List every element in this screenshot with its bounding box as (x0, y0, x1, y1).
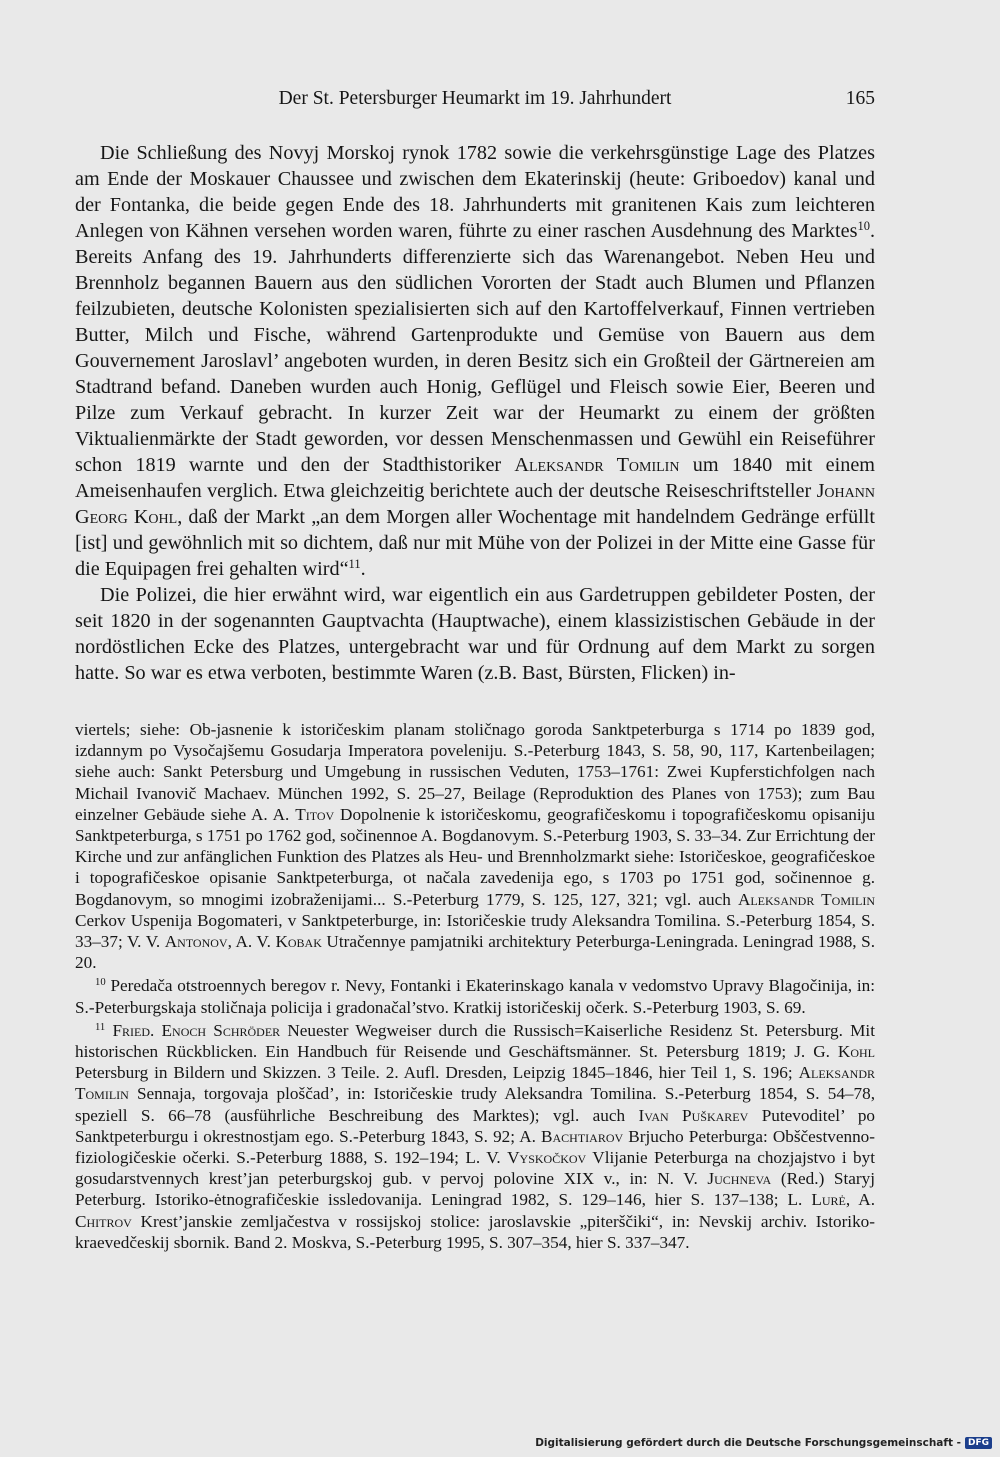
text-run: Utračennye pamjatniki architektury Peterburga-Leningrada. Leningrad 1988, S. 20. (75, 932, 875, 973)
author-name: Aleksandr Tomilin (737, 889, 875, 909)
text-run: Die Schließung des Novyj Morskoj rynok 1782 sowie die verkehrsgünstige Lage des Platzes am Ende der Moskauer Chaussee und zwischen dem Ekaterinskij (heute: Griboedov) kanal und der Fontanka, die beide gegen Ende des 18. Jahrhunderts mit granitenen Kais zum leichteren Anlegen von Kähnen versehen worden waren, führte zu einer raschen Ausdehnung des Marktes (75, 142, 875, 242)
text-run: , daß der Markt „an dem Morgen aller Wochentage mit handelndem Gedränge erfüllt [ist] und gewöhnlich mit so dichtem, daß nur mit Mühe von der Polizei in der Mitte eine Gasse für die Equipagen frei gehalten wird“ (75, 506, 875, 580)
text-run: viertels; siehe: Ob-jasnenie k istoričeskim planam stoličnago goroda Sanktpeterburga s 1714 po 1839 god, izdannym po Vysočajšemu Gosudarja Imperatora poveleniju. S.-Peterburg 1843, S. 58, 90, 117, Kartenbeilagen; siehe auch: Sankt Petersburg und Umgebung in russischen Veduten, 1753–1761: Zwei Kupferstichfolgen nach Michail Ivanovič Machaev. München 1992, S. 25–27, Beilage (Reproduktion des Planes von 1753); zum Bau einzelner Gebäude siehe A. A. (75, 720, 875, 824)
footnote-continuation (75, 719, 875, 973)
footnote-number: 10 (95, 977, 106, 989)
footnote-11 (75, 1020, 875, 1253)
author-name: Juchneva (707, 1169, 772, 1189)
text-run: Putevoditel’ po Sanktpeterburgu i okrestnostjam ego. S.-Peterburg 1843, S. 92; A. (75, 1105, 876, 1146)
text-run: Neuester Wegweiser durch die Russisch=Kaiserliche Residenz St. Petersburg. Mit historischen Rückblicken. Ein Handbuch für Reisende und Geschäftsmänner. St. Petersburg 1819; J. G. (75, 1020, 875, 1062)
author-name: Bachtiarov (541, 1126, 624, 1146)
text-run: , A. V. (227, 932, 276, 952)
footnote-ref-11: 11 (348, 557, 361, 572)
paragraph-1 (75, 140, 875, 582)
text-run: Peredača otstroennych beregov r. Nevy, Fontanki i Ekaterinskago kanala v vedomstvo Upravy Blagočinija, in: S.-Peterburgskaja stoličnaja policija i gradonačal’stvo. Kratkij istoričeskij očerk. S.-Peterburg 1903, S. 69. (75, 976, 875, 1017)
author-name: Kobak (275, 932, 322, 952)
text-run: . (360, 558, 366, 580)
running-title: Der St. Petersburger Heumarkt im 19. Jahrhundert (278, 88, 672, 109)
footnote-ref-10: 10 (857, 219, 870, 234)
text-run: Brjucho Peterburga: Obščestvenno-fiziologičeskie očerki. S.-Peterburg 1888, S. 192–194; L. V. (75, 1126, 875, 1168)
main-text (75, 140, 875, 686)
text-run: Dopolnenie k istoričeskomu, geografičeskomu i topografičeskomu opisaniju Sanktpeterburga, s 1751 po 1762 god, sočinennoe A. Bogdanovym. S.-Peterburg 1903, S. 33–34. Zur Errichtung der Kirche und zur anfänglichen Funktion des Platzes als Heu- und Brennholzmarkt siehe: Istoričeskoe, geografičeskoe i topografičeskoe opisanie Sanktpeterburga, ot načala zavedenija ego, s 1703 po 1751 god, sočinennoe g. Bogdanovym, so mnogimi izobraženijami... S.-Peterburg 1779, S. 125, 127, 321; vgl. auch (75, 804, 875, 909)
author-name: Titov (295, 804, 335, 824)
author-name: Aleksandr Tomilin (514, 454, 680, 476)
footnote-10 (75, 975, 875, 1017)
text-run: Petersburg in Bildern und Skizzen. 3 Teile. 2. Aufl. Dresden, Leipzig 1845–1846, hier Teil 1, S. 196; (75, 1063, 799, 1083)
author-name: Fried. Enoch Schröder (112, 1020, 281, 1040)
text-run: . Bereits Anfang des 19. Jahrhunderts differenzierte sich das Warenangebot. Neben Heu und Brennholz begannen Bauern aus den südlichen Vororten der Stadt auch Blumen und Pflanzen feilzubieten, deutsche Kolonisten spezialisierten sich auf den Kartoffelverkauf, Finnen vertrieben Butter, Milch und Fische, während Gartenprodukte und Gemüse von Bauern aus dem Gouvernement Jaroslavl’ angeboten wurden, in deren Besitz sich ein Großteil der Gärtnereien am Stadtrand befand. Daneben wurden auch Honig, Geflügel und Fleisch sowie Eier, Beeren und Pilze zum Verkauf gebracht. In kurzer Zeit war der Heumarkt zu einem der größten Viktualienmärkte der Stadt geworden, vor dessen Menschenmassen und Gewühl ein Reiseführer schon 1819 warnte und den der Stadthistoriker (75, 220, 875, 476)
paragraph-2: Die Polizei, die hier erwähnt wird, war eigentlich ein aus Gardetruppen gebildeter Posten, der seit 1820 in der sogenannten Gauptvachta (Hauptwache), einem klassizistischen Gebäude in der nordöstlichen Ecke des Platzes, untergebracht war und für Ordnung auf dem Markt zu sorgen hatte. So war es etwa verboten, bestimmte Waren (z.B. Bast, Bürsten, Flicken) in- (75, 584, 875, 684)
text-run: um 1840 mit einem Ameisenhaufen verglich. Etwa gleichzeitig berichtete auch der deutsche Reiseschriftsteller (75, 454, 875, 502)
footnote-number: 11 (95, 1021, 106, 1033)
text-run: Vlijanie Peterburga na chozjajstvo i byt gosudarstvennych krest’jan peterburgskoj gub. v pervoj polovine XIX v., in: N. V. (75, 1148, 875, 1189)
dfg-logo: DFG (965, 1437, 992, 1449)
text-run: , A. (845, 1190, 875, 1210)
author-name: Vyskočkov (507, 1148, 587, 1168)
text-run: Sennaja, torgovaja ploščad’, in: Istoričeskie trudy Aleksandra Tomilina. S.-Peterburg 1854, S. 54–78, speziell S. 66–78 (ausführliche Beschreibung des Marktes); vgl. auch (75, 1084, 875, 1125)
running-header (75, 88, 875, 114)
author-name: Lurė (811, 1190, 846, 1210)
page-number: 165 (845, 88, 875, 109)
digitization-credit (535, 1437, 992, 1449)
author-name: Ivan Puškarev (638, 1105, 749, 1125)
text-run: Krest’janskie zemljačestva v rossijskoj stolice: jaroslavskie „piterščiki“, in: Nevskij archiv. Istoriko-kraevedčeskij sbornik. Band 2. Moskva, S.-Peterburg 1995, S. 307–354, hier S. 337–347. (75, 1211, 875, 1252)
author-name: Aleksandr Tomilin (75, 1063, 875, 1104)
author-name: Chitrov (75, 1211, 132, 1231)
credit-text: Digitalisierung gefördert durch die Deutsche Forschungsgemeinschaft - (535, 1437, 961, 1449)
author-name: Antonov (164, 932, 228, 952)
author-name: Kohl (837, 1042, 875, 1062)
text-run: (Red.) Staryj Peterburg. Istoriko-ėtnografičeskie issledovanija. Leningrad 1982, S. 129–146, hier S. 137–138; L. (75, 1169, 875, 1210)
footnotes (75, 719, 875, 1253)
text-run: Cerkov Uspenija Bogomateri, v Sanktpeterburge, in: Istoričeskie trudy Aleksandra Tomilina. S.-Peterburg 1854, S. 33–37; V. V. (75, 910, 875, 952)
author-name: Johann Georg Kohl (75, 480, 875, 528)
